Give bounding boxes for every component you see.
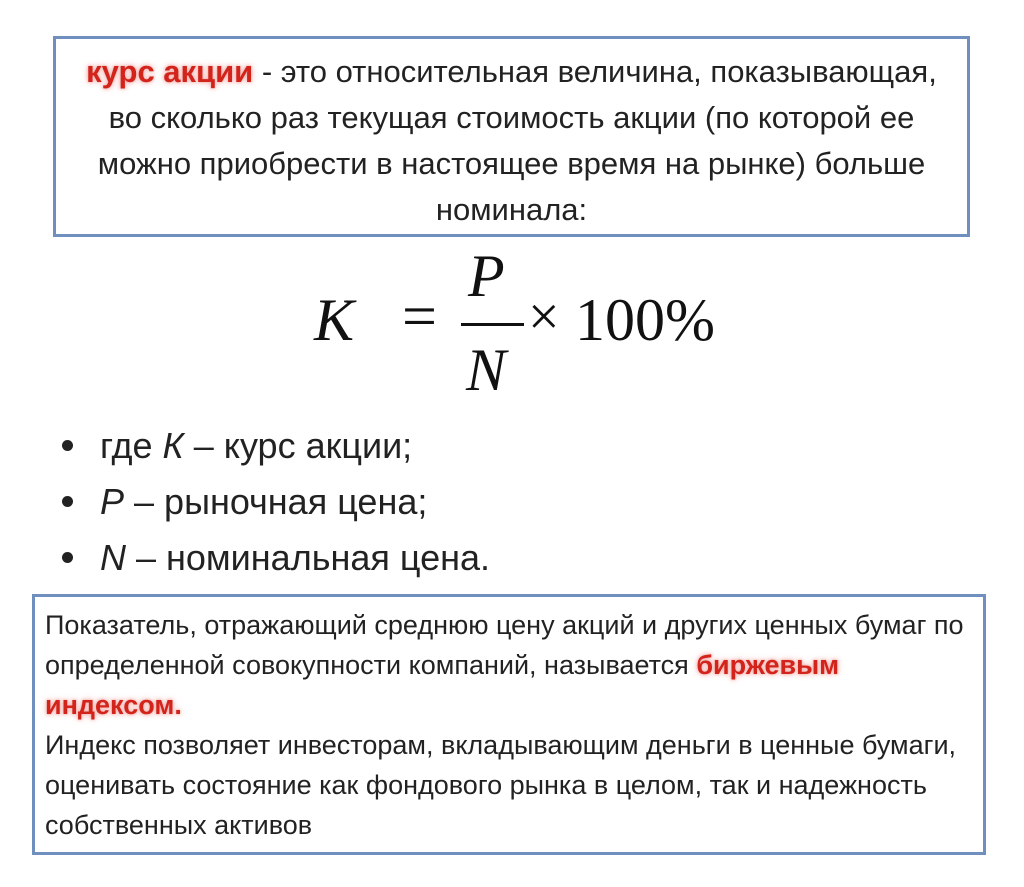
fraction-bar [461, 323, 524, 326]
formula-lhs: K [314, 287, 355, 353]
formula-percent: 100% [575, 287, 715, 353]
index-paragraph-1 [45, 605, 973, 725]
bullet-variable: N [100, 537, 126, 578]
formula-denominator: N [466, 337, 507, 403]
formula-equals: = [402, 283, 437, 351]
bullet-icon [62, 496, 73, 507]
definition-term: курс акции [86, 54, 254, 89]
bullet-text: – номинальная цена. [126, 537, 490, 578]
index-term: биржевым индексом. [45, 650, 840, 720]
bullet-icon [62, 440, 73, 451]
formula [0, 0, 1024, 420]
variable-list [60, 418, 490, 586]
index-box [32, 594, 986, 855]
list-item [60, 530, 490, 586]
bullet-text: – курс акции; [183, 425, 413, 466]
bullet-text: – рыночная цена; [124, 481, 428, 522]
bullet-variable: P [100, 481, 125, 522]
formula-times: × [528, 286, 560, 348]
bullet-icon [62, 552, 73, 563]
formula-numerator: P [468, 243, 505, 309]
bullet-variable: К [162, 425, 184, 466]
list-item [60, 474, 490, 530]
index-paragraph-2: Индекс позволяет инвесторам, вкладывающим деньги в ценные бумаги, оценивать состояние как фондового рынка в целом, так и надежность собственных активов [45, 730, 957, 840]
list-item [60, 418, 490, 474]
bullet-prefix: где [100, 425, 163, 466]
definition-text: - это относительная величина, показывающая, во сколько раз текущая стоимость акции (по которой ее можно приобрести в настоящее время на рынке) больше номинала: [97, 54, 937, 227]
index-text-1: Показатель, отражающий среднюю цену акций и других ценных бумаг по определенной совокупности компаний, называется [45, 610, 964, 680]
